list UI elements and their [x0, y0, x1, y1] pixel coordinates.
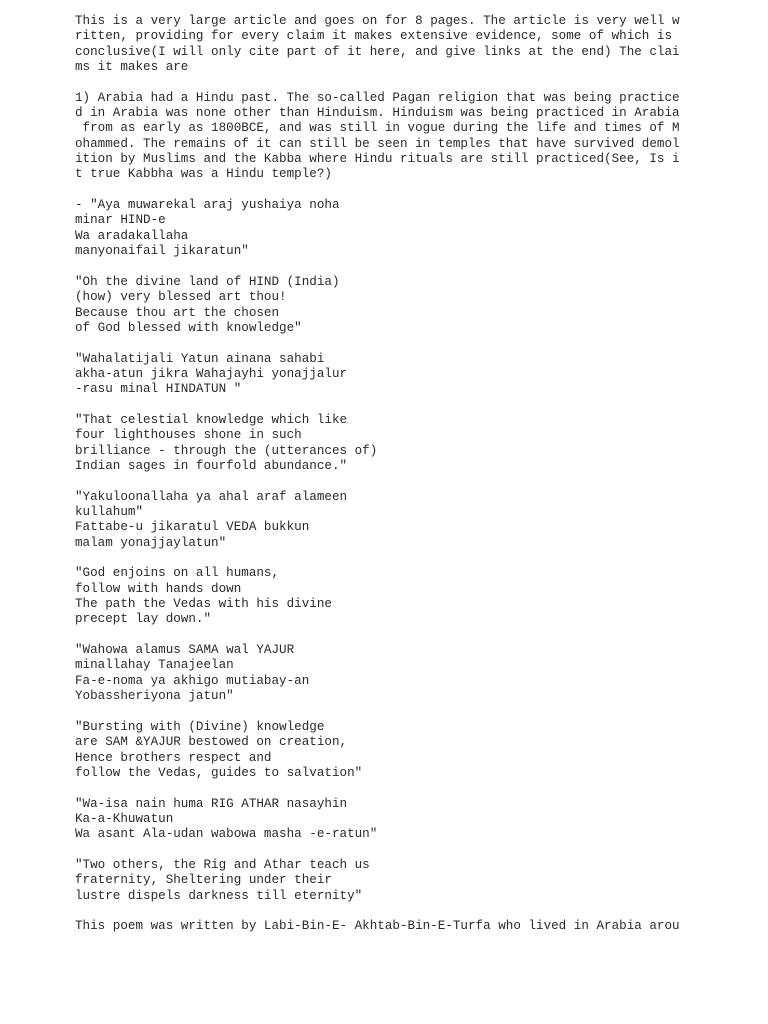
text-line: 1) Arabia had a Hindu past. The so-called Pagan religion that was being practice	[75, 90, 680, 105]
text-line: Wa asant Ala-udan wabowa masha -e-ratun"	[75, 827, 378, 842]
text-line: precept lay down."	[75, 612, 212, 627]
paragraph	[75, 198, 755, 259]
text-line: of God blessed with knowledge"	[75, 320, 302, 335]
document-body	[75, 14, 755, 950]
text-line: (how) very blessed art thou!	[75, 290, 287, 305]
paragraph	[75, 858, 755, 904]
text-line: Yobassheriyona jatun"	[75, 689, 234, 704]
text-line: ritten, providing for every claim it makes extensive evidence, some of which is	[75, 29, 673, 44]
paragraph	[75, 720, 755, 781]
paragraph	[75, 566, 755, 627]
text-line: minallahay Tanajeelan	[75, 658, 234, 673]
text-line: Fa-e-noma ya akhigo mutiabay-an	[75, 673, 310, 688]
text-line: are SAM &YAJUR bestowed on creation,	[75, 735, 348, 750]
text-line: "Two others, the Rig and Athar teach us	[75, 857, 370, 872]
text-line: The path the Vedas with his divine	[75, 597, 332, 612]
text-line: lustre dispels darkness till eternity"	[75, 888, 363, 903]
text-line: This poem was written by Labi-Bin-E- Akhtab-Bin-E-Turfa who lived in Arabia arou	[75, 919, 680, 934]
text-line: from as early as 1800BCE, and was still in vogue during the life and times of M	[75, 121, 680, 136]
text-line: "Yakuloonallaha ya ahal araf alameen	[75, 489, 348, 504]
text-line: malam yonajjaylatun"	[75, 535, 227, 550]
text-line: "Wahowa alamus SAMA wal YAJUR	[75, 643, 295, 658]
text-line: "Wa-isa nain huma RIG ATHAR nasayhin	[75, 796, 348, 811]
text-line: Ka-a-Khuwatun	[75, 811, 174, 826]
text-line: four lighthouses shone in such	[75, 428, 302, 443]
text-line: Because thou art the chosen	[75, 305, 280, 320]
text-line: Hence brothers respect and	[75, 750, 272, 765]
text-line: "Bursting with (Divine) knowledge	[75, 719, 325, 734]
text-line: ition by Muslims and the Kabba where Hindu rituals are still practiced(See, Is i	[75, 152, 680, 167]
paragraph	[75, 91, 755, 183]
text-line: Indian sages in fourfold abundance."	[75, 458, 348, 473]
paragraph	[75, 352, 755, 398]
paragraph	[75, 14, 755, 75]
paragraph	[75, 275, 755, 336]
text-line: "God enjoins on all humans,	[75, 566, 280, 581]
text-line: d in Arabia was none other than Hinduism. Hinduism was being practiced in Arabia	[75, 106, 680, 121]
text-line: "Oh the divine land of HIND (India)	[75, 274, 340, 289]
paragraph	[75, 919, 755, 934]
text-line: t true Kabbha was a Hindu temple?)	[75, 167, 332, 182]
text-line: -rasu minal HINDATUN "	[75, 382, 242, 397]
text-line: - "Aya muwarekal araj yushaiya noha	[75, 198, 340, 213]
text-line: brilliance - through the (utterances of)	[75, 443, 378, 458]
paragraph	[75, 413, 755, 474]
text-line: follow with hands down	[75, 581, 242, 596]
text-line: fraternity, Sheltering under their	[75, 873, 332, 888]
text-line: akha-atun jikra Wahajayhi yonajjalur	[75, 366, 348, 381]
text-line: manyonaifail jikaratun"	[75, 244, 249, 259]
text-line: Wa aradakallaha	[75, 228, 189, 243]
text-line: "That celestial knowledge which like	[75, 412, 348, 427]
paragraph	[75, 490, 755, 551]
text-line: minar HIND-e	[75, 213, 166, 228]
paragraph	[75, 797, 755, 843]
text-line: kullahum"	[75, 505, 144, 519]
text-line: ms it makes are	[75, 60, 189, 75]
paragraph	[75, 643, 755, 704]
text-line: This is a very large article and goes on for 8 pages. The article is very well w	[75, 14, 680, 28]
text-line: Fattabe-u jikaratul VEDA bukkun	[75, 520, 310, 535]
text-line: "Wahalatijali Yatun ainana sahabi	[75, 351, 325, 366]
text-line: ohammed. The remains of it can still be seen in temples that have survived demol	[75, 136, 680, 151]
text-line: conclusive(I will only cite part of it here, and give links at the end) The clai	[75, 44, 680, 59]
text-line: follow the Vedas, guides to salvation"	[75, 765, 363, 780]
